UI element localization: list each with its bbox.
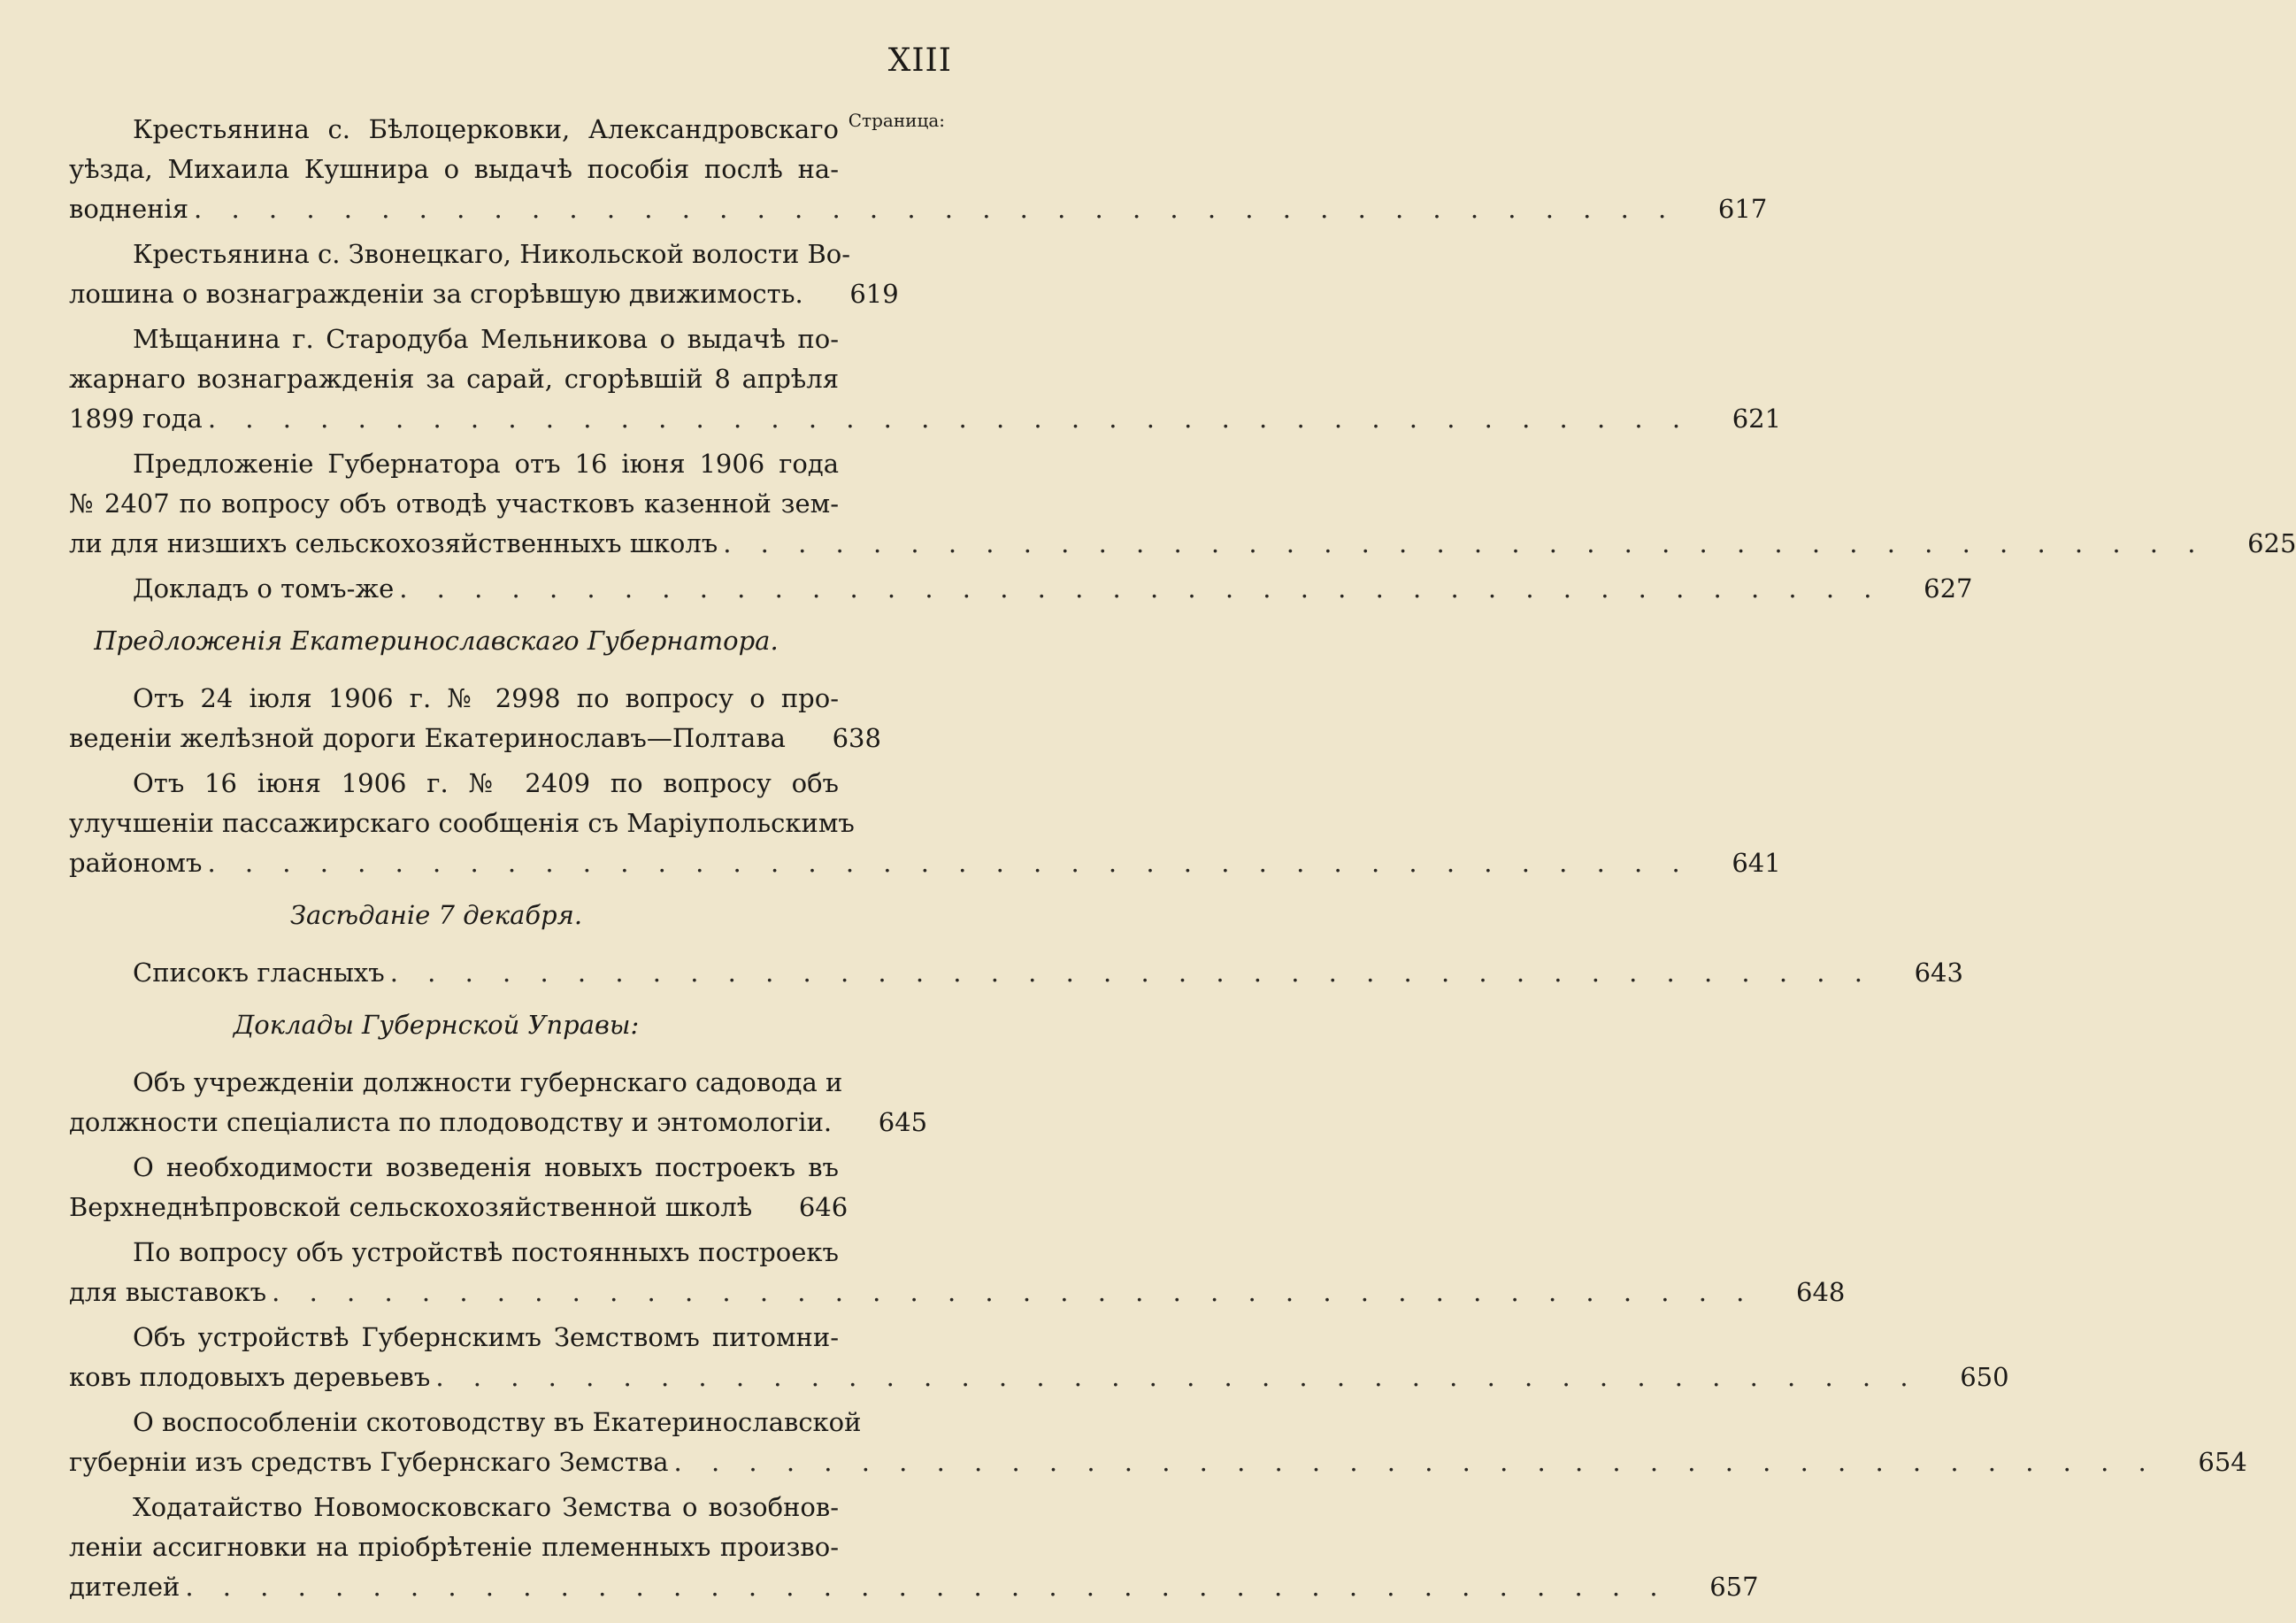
toc-entry-final-line xyxy=(69,524,2296,564)
toc-entry xyxy=(69,1233,1846,1312)
toc-entry-final-line xyxy=(69,1567,1759,1607)
toc-entry-text: губерніи изъ средствъ Губернскаго Земства xyxy=(69,1447,669,1477)
toc-entry-line: По вопросу объ устройствѣ постоянныхъ построекъ xyxy=(133,1237,839,1267)
page-column-label: Страница: xyxy=(848,110,945,131)
toc-entry-line: О необходимости возведенія новыхъ построекъ въ xyxy=(133,1152,839,1182)
toc-entry-text: 1899 года xyxy=(69,404,203,434)
toc-entry-final-line xyxy=(69,719,881,758)
toc-entry xyxy=(69,1063,928,1142)
dot-leader: . . . . . . . . . . . . . . . . . . . . . . . . . . . . . . . . . . . . . . . . xyxy=(207,404,1692,434)
toc-page-number: 625 xyxy=(2247,528,2296,558)
toc-entry xyxy=(69,1403,2247,1482)
toc-entry-line: О воспособленіи скотоводству въ Екатеринославской xyxy=(133,1407,862,1437)
section-heading-session-date: Засѣданіе 7 декабря. xyxy=(289,900,583,930)
toc-page-number: 627 xyxy=(1924,573,1973,604)
toc-entry-line: Крестьянина с. Звонецкаго, Никольской волости Во- xyxy=(133,239,851,269)
toc-entry-final-line xyxy=(69,953,1963,993)
toc-entry xyxy=(69,1488,1759,1607)
toc-entry-line: уѣзда, Михаила Кушнира о выдачѣ пособія послѣ на- xyxy=(69,154,839,184)
toc-section-board-reports xyxy=(69,1063,2247,1607)
toc-entry-line: Объ устройствѣ Губернскимъ Земствомъ питомни- xyxy=(133,1322,839,1352)
toc-entry-line: Ходатайство Новомосковскаго Земства о возобнов- xyxy=(133,1492,839,1522)
toc-entry-text: ли для низшихъ сельскохозяйственныхъ школъ xyxy=(69,528,718,558)
toc-entry-line: Мѣщанина г. Стародуба Мельникова о выдачѣ по- xyxy=(133,324,839,354)
dot-leader: . . . . . . . . . . . . . . . . . . . . . . . . . . . . . . . . . . . . . . . . xyxy=(399,573,1883,604)
toc-page-number: 617 xyxy=(1717,194,1768,224)
toc-entry-text: Списокъ гласныхъ xyxy=(133,958,385,988)
dot-leader: . . . . . . . . . . . . . . . . . . . . . . . . . . . . . . . . . . . . . . . . xyxy=(723,528,2207,558)
toc-entry-final-line xyxy=(69,1358,2009,1397)
dot-leader: . . . . . . . . . . . . . . . . . . . . . . . . . . . . . . . . . . . . . . . . xyxy=(389,958,1873,988)
toc-entry-final-line xyxy=(69,274,899,314)
toc-entry xyxy=(69,319,1782,439)
toc-entry-final-line xyxy=(69,1188,849,1227)
toc-page-number: 648 xyxy=(1796,1277,1846,1307)
toc-entry-line: жарнаго вознагражденія за сарай, сгорѣвшій 8 апрѣля xyxy=(69,364,839,394)
toc-entry-text: Верхнеднѣпровской сельскохозяйственной школѣ xyxy=(69,1192,753,1222)
dot-leader: . . . . . . . . . . . . . . . . . . . . . . . . . . . . . . . . . . . . . . . . xyxy=(185,1572,1669,1602)
dot-leader: . . . . . . . . . . . . . . . . . . . . . . . . . . . . . . . . . . . . . . . . xyxy=(272,1277,1755,1307)
dot-leader: . . . . . . . . . . . . . . . . . . . . . . . . . . . . . . . . . . . . . . . . xyxy=(673,1447,2157,1477)
toc-page-number: 621 xyxy=(1732,404,1782,434)
toc-page-number: 646 xyxy=(798,1192,849,1222)
toc-section-governor-proposals xyxy=(69,679,1781,883)
toc-entry-line: Объ учрежденіи должности губернскаго садовода и xyxy=(133,1067,843,1097)
toc-entry-text: Докладъ о томъ-же xyxy=(133,573,395,604)
toc-entry-final-line xyxy=(69,569,1973,609)
toc-entry xyxy=(69,444,2296,564)
toc-entry-line: улучшеніи пассажирскаго сообщенія съ Маріупольскимъ xyxy=(69,808,855,838)
toc-entry-line: Отъ 24 іюля 1906 г. № 2998 по вопросу о про- xyxy=(133,683,839,713)
toc-entry-final-line xyxy=(69,1103,928,1142)
toc-entry-text: дителей xyxy=(69,1572,180,1602)
toc-entry xyxy=(69,764,1781,883)
toc-entry-text: водненія xyxy=(69,194,189,224)
section-heading-governor-proposals: Предложенія Екатеринославскаго Губернатора. xyxy=(94,626,779,656)
dot-leader: . . . . . . . . . . . . . . . . . . . . . . . . . . . . . . . . . . . . . . . . xyxy=(435,1362,1919,1392)
toc-entry xyxy=(69,1318,2009,1397)
toc-entry-final-line xyxy=(69,189,1768,229)
toc-entry xyxy=(69,679,881,758)
toc-entry xyxy=(69,953,1963,993)
toc-page-number: 657 xyxy=(1709,1572,1759,1602)
toc-page-number: 638 xyxy=(832,723,881,753)
toc-page-number: 641 xyxy=(1732,848,1781,878)
toc-entry-text: должности спеціалиста по плодоводству и энтомологіи. xyxy=(69,1107,833,1137)
toc-entry-line: № 2407 по вопросу объ отводѣ участковъ казенной зем- xyxy=(69,488,839,519)
toc-entry-text: райономъ xyxy=(69,848,203,878)
toc-entry-text: для выставокъ xyxy=(69,1277,267,1307)
toc-entry-final-line xyxy=(69,843,1781,883)
toc-entry xyxy=(69,569,1973,609)
toc-page-number: 645 xyxy=(878,1107,928,1137)
toc-entry-text: лошина о вознагражденіи за сгорѣвшую движимость. xyxy=(69,279,803,309)
toc-entry xyxy=(69,1148,849,1227)
dot-leader: . . . . . . . . . . . . . . . . . . . . . . . . . . . . . . . . . . . . . . . . xyxy=(207,848,1691,878)
toc-entry xyxy=(69,235,899,314)
toc-entry-text: ковъ плодовыхъ деревьевъ xyxy=(69,1362,431,1392)
toc-entry-line: Крестьянина с. Бѣлоцерковки, Александровскаго xyxy=(133,114,839,144)
toc-entry-line: Отъ 16 іюня 1906 г. № 2409 по вопросу объ xyxy=(133,768,839,798)
toc-page-number: 643 xyxy=(1914,958,1963,988)
section-heading-board-reports: Доклады Губернской Управы: xyxy=(233,1010,640,1040)
toc-entry-final-line xyxy=(69,1273,1846,1312)
toc-section-session xyxy=(69,953,1963,993)
toc-entry-final-line xyxy=(69,1442,2247,1482)
toc-page-number: 619 xyxy=(849,279,899,309)
toc-entry-line: Предложеніе Губернатора отъ 16 іюня 1906 года xyxy=(133,449,839,479)
toc-page-number: 650 xyxy=(1960,1362,2009,1392)
dot-leader: . . . . . . . . . . . . . . . . . . . . . . . . . . . . . . . . . . . . . . . . xyxy=(194,194,1678,224)
toc-entry-text: веденіи желѣзной дороги Екатеринославъ—Полтава xyxy=(69,723,786,753)
page-number-roman: XIII xyxy=(887,42,952,79)
toc-entry-line: леніи ассигновки на пріобрѣтеніе племенныхъ произво- xyxy=(69,1532,839,1562)
toc-entry-final-line xyxy=(69,399,1782,439)
toc-page-number: 654 xyxy=(2198,1447,2247,1477)
